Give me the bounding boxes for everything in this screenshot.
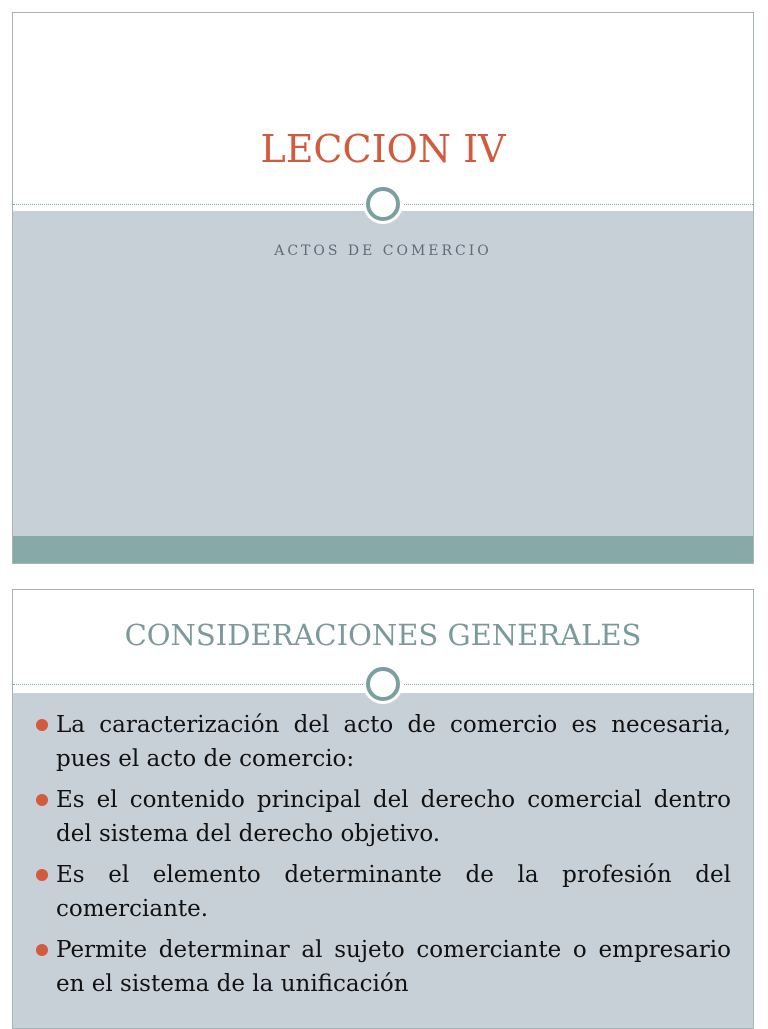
list-item bbox=[33, 708, 731, 776]
footer-band bbox=[13, 536, 753, 563]
bullet-dot-icon bbox=[36, 869, 48, 881]
slide-title: LECCION IV bbox=[260, 127, 506, 171]
slide-subtitle: ACTOS DE COMERCIO bbox=[274, 243, 492, 259]
list-item bbox=[33, 933, 731, 1001]
title-slide bbox=[12, 12, 754, 564]
bullet-text: La caracterización del acto de comercio es necesaria, pues el acto de comercio: bbox=[56, 712, 731, 772]
content-slide bbox=[12, 589, 754, 1029]
bullet-list bbox=[33, 708, 731, 1008]
bullet-text: Es el contenido principal del derecho comercial dentro del sistema del derecho objetivo. bbox=[56, 787, 731, 847]
bullet-text: Es el elemento determinante de la profesión del comerciante. bbox=[56, 862, 731, 922]
bullet-dot-icon bbox=[36, 719, 48, 731]
list-item bbox=[33, 783, 731, 851]
list-item bbox=[33, 858, 731, 926]
circle-ornament-icon bbox=[366, 667, 400, 701]
slide-heading: CONSIDERACIONES GENERALES bbox=[124, 618, 642, 652]
title-slide-body bbox=[13, 211, 753, 536]
title-slide-header bbox=[13, 13, 753, 211]
bullet-dot-icon bbox=[36, 794, 48, 806]
bullet-text: Permite determinar al sujeto comerciante o empresario en el sistema de la unificación bbox=[56, 937, 731, 997]
circle-ornament-icon bbox=[366, 187, 400, 221]
bullet-dot-icon bbox=[36, 944, 48, 956]
